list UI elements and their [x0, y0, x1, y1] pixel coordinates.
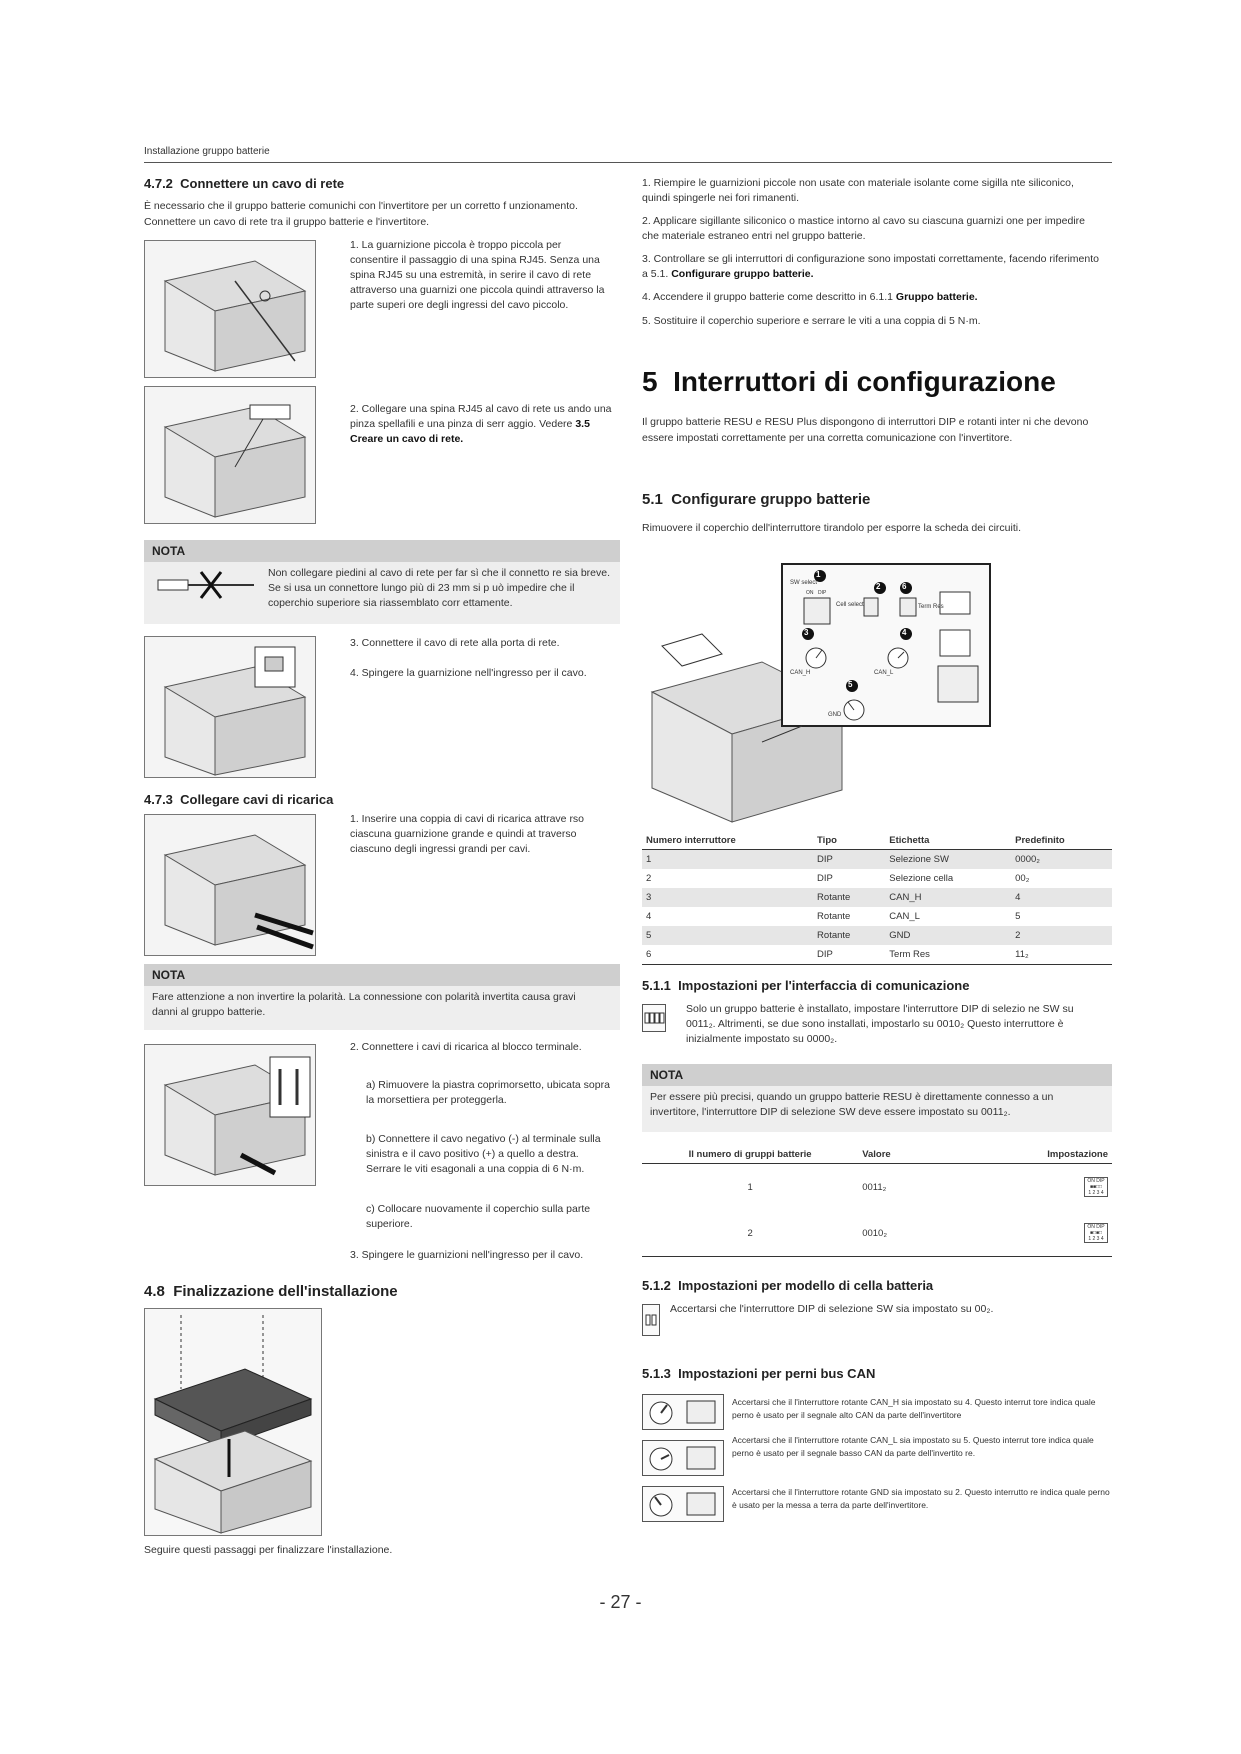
chapter-5-intro: Il gruppo batterie RESU e RESU Plus dispongono di interruttori DIP e rotanti inter ni che devono essere impostati correttamente per una corretta comunicazione con l'invertitore.: [642, 416, 1089, 444]
can-l-instruction: Accertarsi che il l'interruttore rotante CAN_L sia impostato su 5. Questo interrut tore indica quale perno è usato per il segnale basso CAN da parte dell'invertito re.: [732, 1435, 1094, 1458]
step-4-7-2-2: 2. Collegare una spina RJ45 al cavo di rete us ando una pinza spellafili e una pinza di serr aggio. Vedere 3.5 Creare un cavo di rete.: [350, 403, 612, 445]
step-4-7-3-1: 1. Inserire una coppia di cavi di ricarica attrave rso ciascuna guarnizione grande e quindi at traverso ciascuno degli ingressi grandi per cavi.: [350, 813, 585, 855]
right-step-5: 5. Sostituire il coperchio superiore e serrare le viti a una coppia di 5 N·m.: [642, 315, 981, 327]
section-5-1-3-heading: 5.1.3 Impostazioni per perni bus CAN: [642, 1366, 876, 1381]
nota-title: NOTA: [144, 540, 620, 562]
table-cell: Rotante: [817, 911, 851, 922]
table-cell: Term Res: [889, 949, 930, 960]
switch-table-header-row: [642, 832, 1112, 850]
table-cell: 00₂: [1015, 873, 1030, 884]
section-5-1-1-heading: 5.1.1 Impostazioni per l'interfaccia di comunicazione: [642, 978, 970, 993]
nota-box-polarity: [144, 964, 620, 1030]
chapter-5-title: 5 Interruttori di configurazione: [642, 366, 1056, 397]
col-header: Tipo: [813, 832, 885, 850]
table-cell: Rotante: [813, 926, 885, 945]
label-cell-select: Cell select: [836, 602, 864, 608]
table-cell: 4: [646, 911, 652, 922]
section-5-1-intro: Rimuovere il coperchio dell'interruttore tirandolo per esporre la scheda dei circuiti.: [642, 522, 1022, 534]
table-row: [642, 907, 1112, 926]
table-cell: 3: [642, 888, 813, 907]
col-header: Valore: [858, 1146, 1008, 1164]
marker-5: 5: [848, 680, 853, 689]
table-row: [642, 945, 1112, 965]
nota-title: NOTA: [144, 964, 620, 986]
step-4-7-2-3: 3. Connettere il cavo di rete alla porta di rete.: [350, 637, 560, 649]
table-cell: 6: [646, 949, 652, 960]
table-cell: CAN_H: [885, 888, 1011, 907]
table-row: [642, 888, 1112, 907]
battery-count-header-row: [642, 1146, 1112, 1164]
nota-box-network: [144, 540, 620, 624]
section-5-1-2-text: Accertarsi che l'interruttore DIP di selezione SW sia impostato su 00₂.: [670, 1303, 994, 1315]
table-cell: DIP: [817, 873, 833, 884]
label-can-l: CAN_L: [874, 670, 894, 676]
figure-circuit-board: [642, 562, 992, 824]
table-cell: 0000₂: [1011, 850, 1112, 870]
right-step-3: 3. Controllare se gli interruttori di configurazione sono impostati correttamente, facendo riferimento a 5.1. Configurare gruppo batterie.: [642, 253, 1099, 280]
label-dip: DIP: [818, 590, 827, 596]
marker-6: 6: [902, 582, 907, 591]
table-cell: 0011₂: [862, 1181, 887, 1193]
table-cell: Selezione cella: [889, 873, 954, 884]
marker-3: 3: [804, 628, 809, 637]
label-on: ON: [806, 590, 814, 596]
label-can-h: CAN_H: [790, 670, 811, 676]
table-cell: 1: [747, 1181, 753, 1193]
table-cell: DIP: [813, 850, 885, 870]
section-4-8-caption: Seguire questi passaggi per finalizzare l'installazione.: [144, 1544, 393, 1556]
step-4-7-3-2b: b) Connettere il cavo negativo (-) al terminale sulla sinistra e il cavo positivo (+) a quello a destra. Serrare le viti esagonali a una coppia di 6 N·m.: [366, 1133, 601, 1175]
dip-setting-icon: ON DIP ■■□□ 1 2 3 4: [1084, 1177, 1108, 1197]
table-cell: 2: [747, 1227, 753, 1239]
nota-text-network: Non collegare piedini al cavo di rete per far sì che il connetto re sia breve. Se si usa un connettore lungo più di 23 mm si p uò impedire che il coperchio superiore sia riassemblato corr ettamente.: [268, 567, 611, 609]
nota-title: NOTA: [642, 1064, 1112, 1086]
table-row: [642, 1210, 1112, 1257]
step-4-7-2-4: 4. Spingere la guarnizione nell'ingresso per il cavo.: [350, 667, 587, 679]
step-4-7-3-2: 2. Connettere i cavi di ricarica al blocco terminale.: [350, 1041, 582, 1053]
figure-rj45-plug: [144, 386, 316, 524]
can-h-rotary-icon: [642, 1394, 724, 1430]
right-step-4: 4. Accendere il gruppo batterie come descritto in 6.1.1 Gruppo batterie.: [642, 291, 978, 303]
col-header: Il numero di gruppi batterie: [642, 1146, 858, 1164]
table-cell: DIP: [817, 949, 833, 960]
col-header: Etichetta: [885, 832, 1011, 850]
can-l-rotary-icon: [642, 1440, 724, 1476]
right-step-2: 2. Applicare sigillante siliconico o mastice intorno al cavo su ciascuna guarnizi one per impedire che materiale estraneo entri nel gruppo batterie.: [642, 215, 1085, 242]
step-4-7-3-3: 3. Spingere le guarnizioni nell'ingresso per il cavo.: [350, 1249, 584, 1261]
table-cell: 4: [1011, 888, 1112, 907]
dip-setting-cell: [1009, 1164, 1112, 1211]
label-gnd: GND: [828, 712, 842, 718]
can-h-instruction: Accertarsi che il l'interruttore rotante CAN_H sia impostato su 4. Questo interrut tore indica quale perno è usato per il segnale alto CAN da parte dell'invertitore: [732, 1397, 1096, 1420]
dip-setting-icon: ON DIP ■□■□ 1 2 3 4: [1084, 1223, 1108, 1243]
col-header: Numero interruttore: [642, 832, 813, 850]
section-4-7-2-intro: È necessario che il gruppo batterie comunichi con l'invertitore per un corretto f unzionamento. Connettere un cavo di rete tra il gruppo batterie e l'invertitore.: [144, 200, 578, 228]
nota-text-sw-select: Per essere più precisi, quando un gruppo batterie RESU è direttamente connesso a un invertitore, l'interruttore DIP di selezione SW deve essere impostato su 0011₂.: [650, 1091, 1054, 1118]
running-header: Installazione gruppo batterie: [144, 146, 270, 157]
table-cell: 11₂: [1015, 949, 1029, 960]
table-cell: Selezione SW: [885, 850, 1011, 870]
right-step-1: 1. Riempire le guarnizioni piccole non usate con materiale isolante come sigilla nte siliconico, quindi spingerle nei fori rimanenti.: [642, 177, 1074, 204]
table-cell: 2: [646, 873, 652, 884]
table-row: [642, 926, 1112, 945]
col-header: Impostazione: [1009, 1146, 1112, 1164]
table-cell: 5: [1015, 911, 1021, 922]
gnd-rotary-icon: [642, 1486, 724, 1522]
col-header: Predefinito: [1011, 832, 1112, 850]
switch-table: [642, 832, 1112, 965]
figure-network-port: [144, 636, 316, 778]
table-row: [642, 869, 1112, 888]
table-cell: 0010₂: [862, 1227, 888, 1239]
table-cell: 1: [642, 850, 813, 870]
no-long-connector-icon: [156, 570, 256, 605]
cell-select-dip-icon: [642, 1304, 660, 1336]
battery-count-table: [642, 1146, 1112, 1257]
marker-4: 4: [902, 628, 907, 637]
table-cell: CAN_L: [889, 911, 920, 922]
section-5-1-2-heading: 5.1.2 Impostazioni per modello di cella batteria: [642, 1278, 934, 1293]
label-sw-select: SW select: [790, 580, 818, 586]
table-cell: 2: [1011, 926, 1112, 945]
marker-1: 1: [816, 570, 821, 579]
section-5-1-1-text: Solo un gruppo batterie è installato, impostare l'interruttore DIP di selezio ne SW su 0011₂. Altrimenti, se due sono installati, impostarlo su 0010₂ Questo interruttore è inizialmente impostato su 0000₂.: [686, 1003, 1074, 1045]
step-4-7-3-2c: c) Collocare nuovamente il coperchio sulla parte superiore.: [366, 1203, 591, 1230]
step-4-7-3-2a: a) Rimuovere la piastra coprimorsetto, ubicata sopra la morsettiera per proteggerla.: [366, 1079, 610, 1106]
figure-finalize-install: [144, 1308, 322, 1536]
nota-text-polarity: Fare attenzione a non invertire la polarità. La connessione con polarità invertita causa gravi danni al gruppo batterie.: [152, 991, 576, 1018]
table-cell: GND: [885, 926, 1011, 945]
section-5-1-heading: 5.1 Configurare gruppo batterie: [642, 491, 871, 508]
table-row: [642, 1164, 1112, 1211]
step-4-7-2-1: 1. La guarnizione piccola è troppo piccola per consentire il passaggio di una spina RJ45. Senza una spina RJ45 su una estremità, in serire il cavo di rete attraverso una guarnizi one piccola quindi attraverso la parte superi ore degli ingressi del cavo piccolo.: [350, 239, 605, 311]
nota-box-sw-select: [642, 1064, 1112, 1132]
gnd-instruction: Accertarsi che il l'interruttore rotante GND sia impostato su 2. Questo interrutto re indica quale perno è usato per la messa a terra da parte dell'invertitore.: [732, 1487, 1110, 1510]
table-row: [642, 850, 1112, 870]
label-term-res: Term Res: [918, 604, 944, 610]
header-rule: [144, 162, 1112, 163]
dip-switch-icon: [642, 1004, 666, 1032]
dip-setting-cell: [1009, 1210, 1112, 1257]
figure-terminal-block: [144, 1044, 316, 1186]
page-number: - 27 -: [599, 1592, 642, 1612]
section-4-8-heading: 4.8 Finalizzazione dell'installazione: [144, 1283, 398, 1300]
figure-charging-cables: [144, 814, 316, 956]
figure-gland-small: [144, 240, 316, 378]
marker-2: 2: [876, 582, 881, 591]
table-cell: 5: [642, 926, 813, 945]
section-4-7-3-heading: 4.7.3 Collegare cavi di ricarica: [144, 792, 334, 807]
table-cell: Rotante: [813, 888, 885, 907]
section-4-7-2-heading: 4.7.2 Connettere un cavo di rete: [144, 176, 345, 191]
